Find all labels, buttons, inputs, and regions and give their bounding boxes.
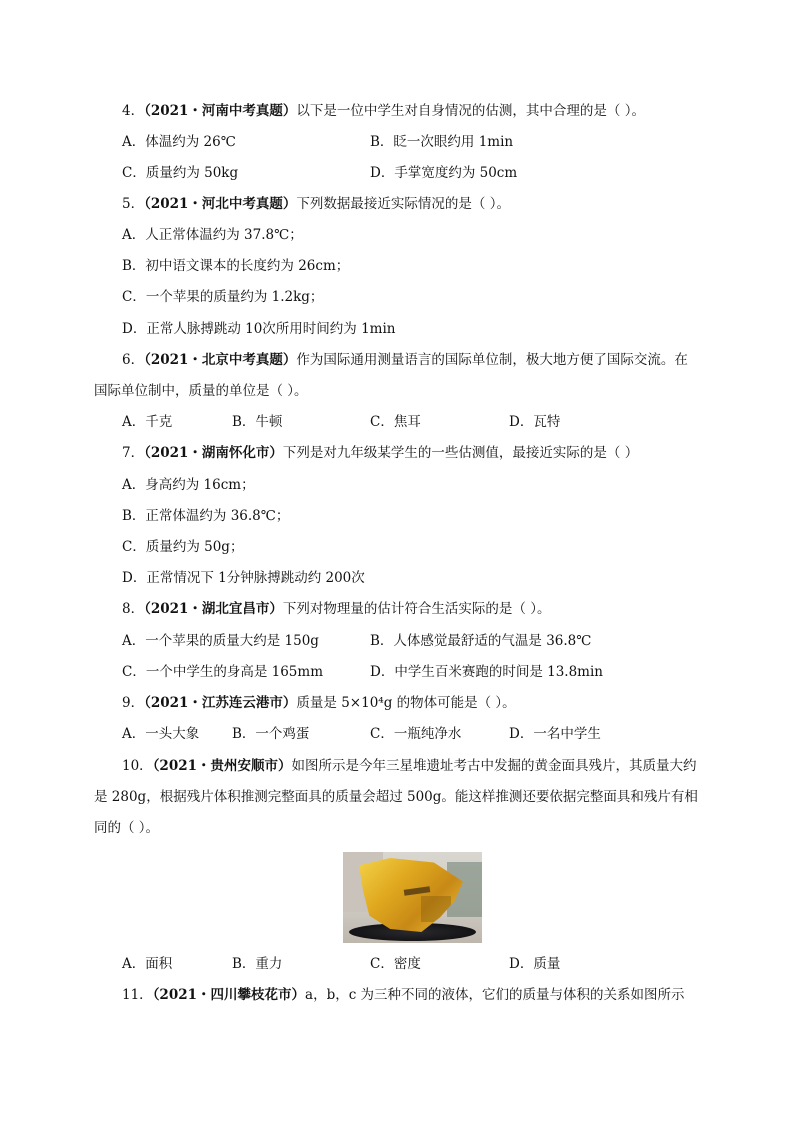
- question-stem: 作为国际通用测量语言的国际单位制，极大地方便了国际交流。在: [296, 352, 688, 368]
- option-a: A．一个苹果的质量大约是 150g: [122, 633, 319, 649]
- question-source: （2021・湖北宜昌市）: [144, 601, 283, 617]
- question-source: （2021・四川攀枝花市）: [152, 987, 306, 1003]
- option-b: B．牛顿: [232, 414, 283, 430]
- question-stem-continued: 国际单位制中，质量的单位是（ ）。: [94, 383, 308, 399]
- option-b: B．正常体温约为 36.8℃；: [122, 508, 290, 524]
- option-a: A．千克: [122, 414, 173, 430]
- question-stem: 下列对物理量的估计符合生活实际的是（ ）。: [282, 601, 551, 617]
- question-source: （2021・江苏连云港市）: [144, 695, 297, 711]
- question-stem-continued: 同的（ ）。: [94, 820, 160, 836]
- question-9: [122, 694, 516, 712]
- question-stem: 下列数据最接近实际情况的是（ ）。: [296, 196, 510, 212]
- question-number: 10．: [122, 758, 153, 774]
- option-c: C．质量约为 50kg: [122, 165, 239, 181]
- option-d: D．正常情况下 1分钟脉搏跳动约 200次: [122, 570, 365, 586]
- question-8: [122, 600, 550, 618]
- question-source: （2021・河北中考真题）: [144, 196, 297, 212]
- option-a: A．体温约为 26℃: [122, 134, 236, 150]
- question-number: 7．: [122, 445, 145, 461]
- question-11: [122, 986, 685, 1004]
- option-d: D．正常人脉搏跳动 10次所用时间约为 1min: [122, 321, 396, 337]
- question-number: 6．: [122, 352, 145, 368]
- option-c: C．焦耳: [370, 414, 421, 430]
- option-b: B．重力: [232, 956, 283, 972]
- question-number: 11．: [122, 987, 153, 1003]
- option-c: C．一个中学生的身高是 165mm: [122, 664, 323, 680]
- question-5: [122, 195, 510, 213]
- question-stem: 质量是 5×10⁴g 的物体可能是（ ）。: [296, 695, 516, 711]
- gold-mask-photo: [343, 852, 482, 943]
- option-a: A．一头大象: [122, 726, 200, 742]
- question-number: 5．: [122, 196, 145, 212]
- question-10: [122, 757, 697, 775]
- option-d: D．瓦特: [509, 414, 561, 430]
- question-source: （2021・湖南怀化市）: [144, 445, 283, 461]
- option-d: D．一名中学生: [509, 726, 601, 742]
- question-source: （2021・北京中考真题）: [144, 352, 297, 368]
- option-b: B．初中语文课本的长度约为 26cm；: [122, 258, 350, 274]
- option-b: B．人体感觉最舒适的气温是 36.8℃: [370, 633, 592, 649]
- question-7: [122, 444, 638, 462]
- question-stem: a，b，c 为三种不同的液体，它们的质量与体积的关系如图所示: [305, 987, 685, 1003]
- question-4: [122, 102, 645, 120]
- question-source: （2021・河南中考真题）: [144, 103, 297, 119]
- option-b: B．眨一次眼约用 1min: [370, 134, 514, 150]
- option-a: A．人正常体温约为 37.8℃；: [122, 227, 303, 243]
- option-c: C．质量约为 50g；: [122, 539, 244, 555]
- question-stem-continued: 是 280g，根据残片体积推测完整面具的质量会超过 500g。能这样推测还要依据完整面具和残片有相: [94, 789, 698, 805]
- question-source: （2021・贵州安顺市）: [152, 758, 292, 774]
- option-a: A．身高约为 16cm；: [122, 477, 255, 493]
- question-stem: 如图所示是今年三星堆遗址考古中发掘的黄金面具残片，其质量大约: [291, 758, 697, 774]
- question-number: 9．: [122, 695, 145, 711]
- option-d: D．中学生百米赛跑的时间是 13.8min: [370, 664, 603, 680]
- option-a: A．面积: [122, 956, 173, 972]
- option-c: C．密度: [370, 956, 421, 972]
- option-b: B．一个鸡蛋: [232, 726, 310, 742]
- option-c: C．一个苹果的质量约为 1.2kg；: [122, 289, 324, 305]
- question-number: 8．: [122, 601, 145, 617]
- option-d: D．手掌宽度约为 50cm: [370, 165, 518, 181]
- question-number: 4．: [122, 103, 145, 119]
- option-d: D．质量: [509, 956, 561, 972]
- question-stem: 以下是一位中学生对自身情况的估测，其中合理的是（ ）。: [296, 103, 645, 119]
- question-stem: 下列是对九年级某学生的一些估测值，最接近实际的是（ ）: [282, 445, 639, 461]
- question-6: [122, 351, 688, 369]
- option-c: C．一瓶纯净水: [370, 726, 462, 742]
